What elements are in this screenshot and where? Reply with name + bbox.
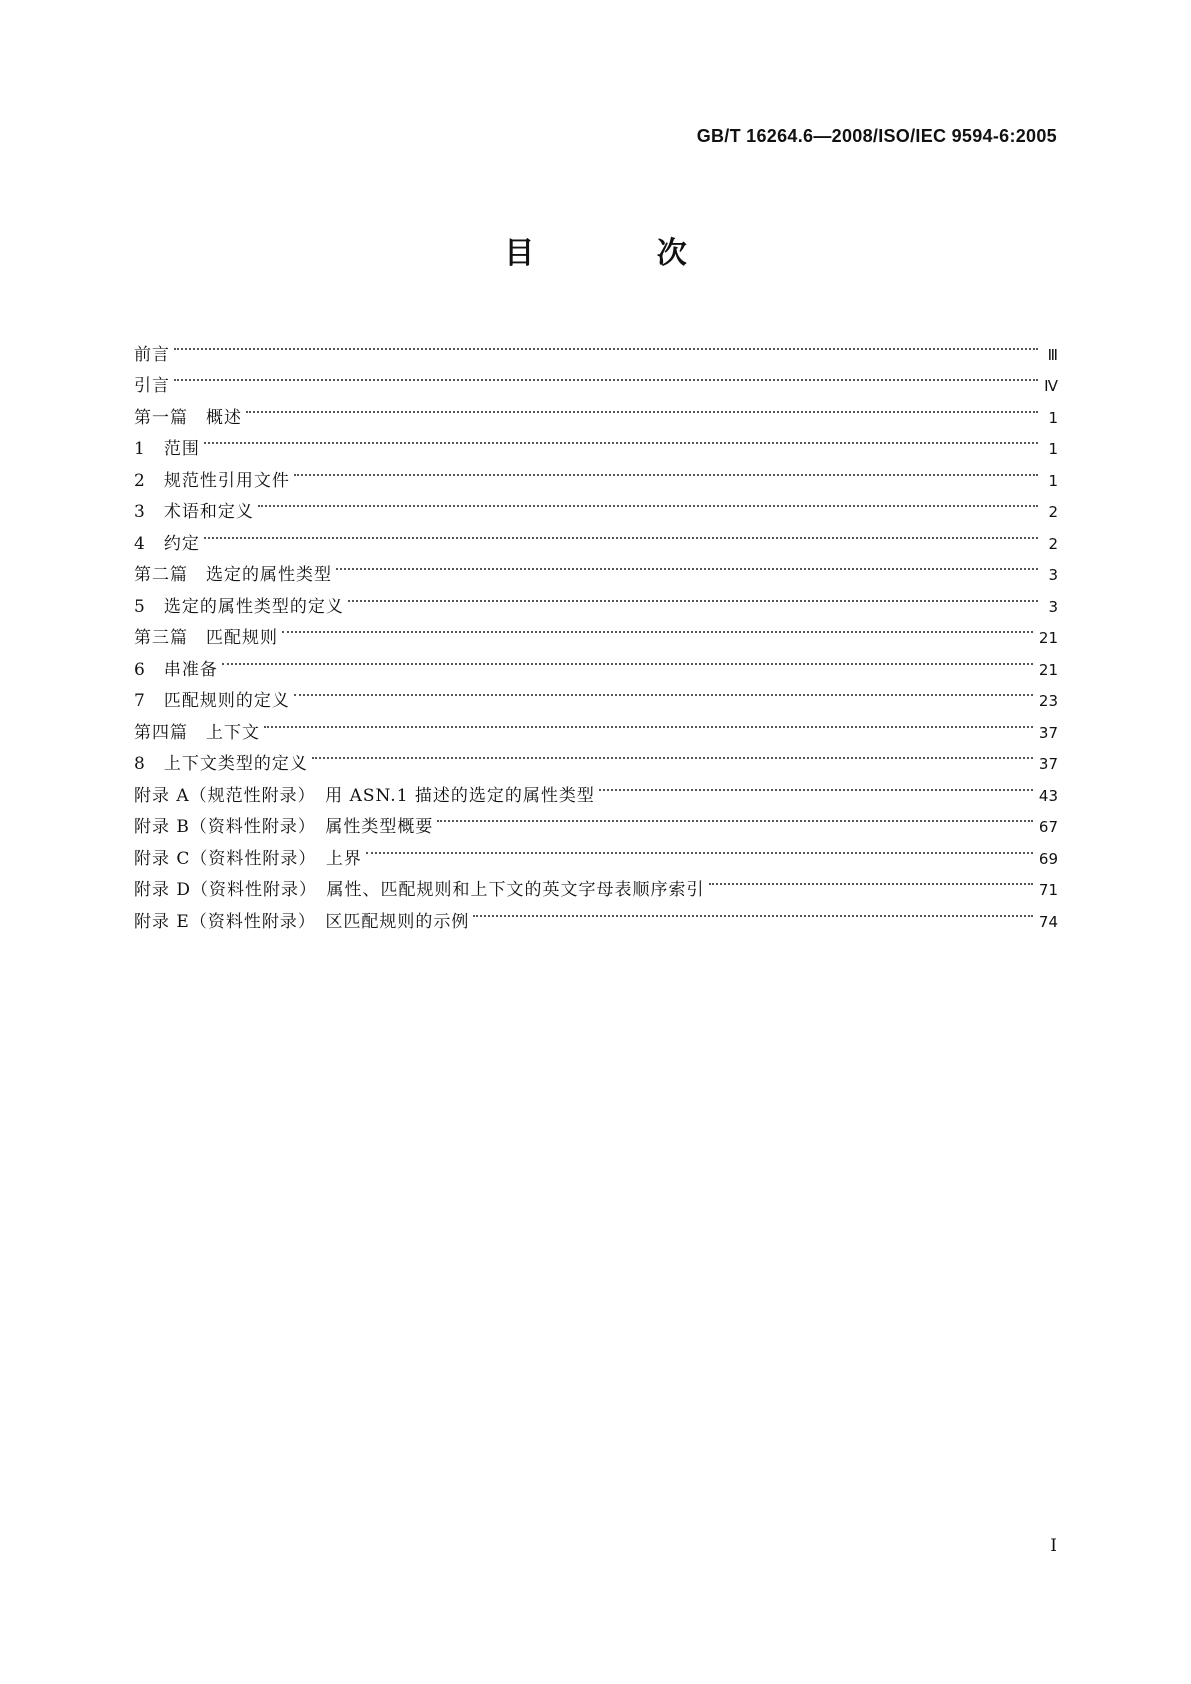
- toc-entry-label: 第二篇 选定的属性类型: [134, 565, 332, 585]
- toc-entry-page: 71: [1038, 881, 1058, 899]
- toc-leader: [258, 486, 1038, 518]
- toc-entry-label: 5 选定的属性类型的定义: [134, 596, 344, 617]
- toc-entry-label: 2 规范性引用文件: [134, 470, 290, 491]
- toc-leader: [437, 801, 1033, 833]
- toc-entry-page: 21: [1038, 660, 1058, 679]
- toc-leader: [204, 423, 1038, 455]
- toc-leader: [709, 864, 1033, 896]
- toc-entry-label: 附录 E（资料性附录） 区匹配规则的示例: [134, 911, 470, 932]
- toc-leader: [204, 517, 1038, 549]
- toc-entry-label: 3 术语和定义: [134, 502, 254, 522]
- toc-list: [134, 328, 1058, 932]
- toc-title: 目 次: [504, 236, 743, 271]
- page-number: I: [1050, 1536, 1057, 1556]
- toc-entry[interactable]: [134, 360, 1058, 396]
- toc-entry-label: 前言: [134, 344, 170, 365]
- toc-leader: [246, 391, 1038, 423]
- toc-entry[interactable]: [134, 738, 1058, 774]
- toc-entry-label: 第四篇 上下文: [134, 722, 260, 743]
- toc-entry-label: 附录 B（资料性附录） 属性类型概要: [134, 817, 434, 837]
- toc-leader: [222, 643, 1033, 675]
- toc-leader: [174, 360, 1038, 392]
- toc-leader: [312, 738, 1033, 770]
- toc-entry-label: 1 范围: [134, 439, 200, 459]
- standard-code: GB/T 16264.6—2008/ISO/IEC 9594-6:2005: [696, 126, 1057, 146]
- toc-entry-label: 附录 A（规范性附录） 用 ASN.1 描述的选定的属性类型: [134, 785, 595, 806]
- toc-entry[interactable]: [134, 454, 1058, 491]
- toc-leader: [473, 895, 1033, 927]
- toc-entry[interactable]: [134, 328, 1058, 365]
- toc-entry-label: 7 匹配规则的定义: [134, 691, 290, 711]
- toc-entry-label: 4 约定: [134, 533, 200, 554]
- toc-leader: [294, 675, 1033, 707]
- toc-leader: [348, 580, 1038, 612]
- toc-entry-page: 1: [1048, 471, 1058, 490]
- toc-leader: [282, 612, 1033, 644]
- toc-entry-page: 23: [1038, 692, 1058, 710]
- toc-entry[interactable]: [134, 486, 1058, 522]
- toc-entry-label: 引言: [134, 376, 170, 396]
- toc-entry-page: Ⅳ: [1044, 377, 1058, 395]
- toc-entry-label: 6 串准备: [134, 659, 218, 680]
- toc-entry[interactable]: [134, 391, 1058, 428]
- toc-entry-page: 69: [1038, 849, 1058, 868]
- toc-leader: [294, 454, 1038, 486]
- toc-leader: [174, 328, 1038, 360]
- toc-leader: [599, 769, 1033, 801]
- toc-leader: [264, 706, 1033, 738]
- toc-entry[interactable]: [134, 675, 1058, 711]
- toc-entry-page: 2: [1048, 534, 1058, 553]
- toc-entry-page: 2: [1048, 503, 1058, 521]
- toc-entry[interactable]: [134, 549, 1058, 585]
- toc-entry[interactable]: [134, 643, 1058, 680]
- toc-entry-page: 3: [1048, 597, 1058, 616]
- toc-entry-page: 1: [1048, 408, 1058, 427]
- toc-entry[interactable]: [134, 423, 1058, 459]
- toc-entry-label: 附录 C（资料性附录） 上界: [134, 848, 362, 869]
- toc-entry-label: 第三篇 匹配规则: [134, 628, 278, 648]
- toc-entry-page: 37: [1038, 755, 1058, 773]
- toc-entry[interactable]: [134, 517, 1058, 554]
- toc-entry-label: 附录 D（资料性附录） 属性、匹配规则和上下文的英文字母表顺序索引: [134, 880, 705, 900]
- toc-entry[interactable]: [134, 706, 1058, 743]
- toc-leader: [336, 549, 1038, 581]
- toc-entry-label: 第一篇 概述: [134, 407, 242, 428]
- toc-entry-page: 67: [1038, 818, 1058, 836]
- toc-entry-page: 21: [1038, 629, 1058, 647]
- toc-entry-page: 3: [1048, 566, 1058, 584]
- toc-entry-page: 74: [1038, 912, 1058, 931]
- toc-entry-page: 1: [1048, 440, 1058, 458]
- toc-entry-page: 43: [1038, 786, 1058, 805]
- toc-entry-page: Ⅲ: [1047, 345, 1058, 364]
- toc-leader: [366, 832, 1033, 864]
- toc-entry-label: 8 上下文类型的定义: [134, 754, 308, 774]
- toc-entry-page: 37: [1038, 723, 1058, 742]
